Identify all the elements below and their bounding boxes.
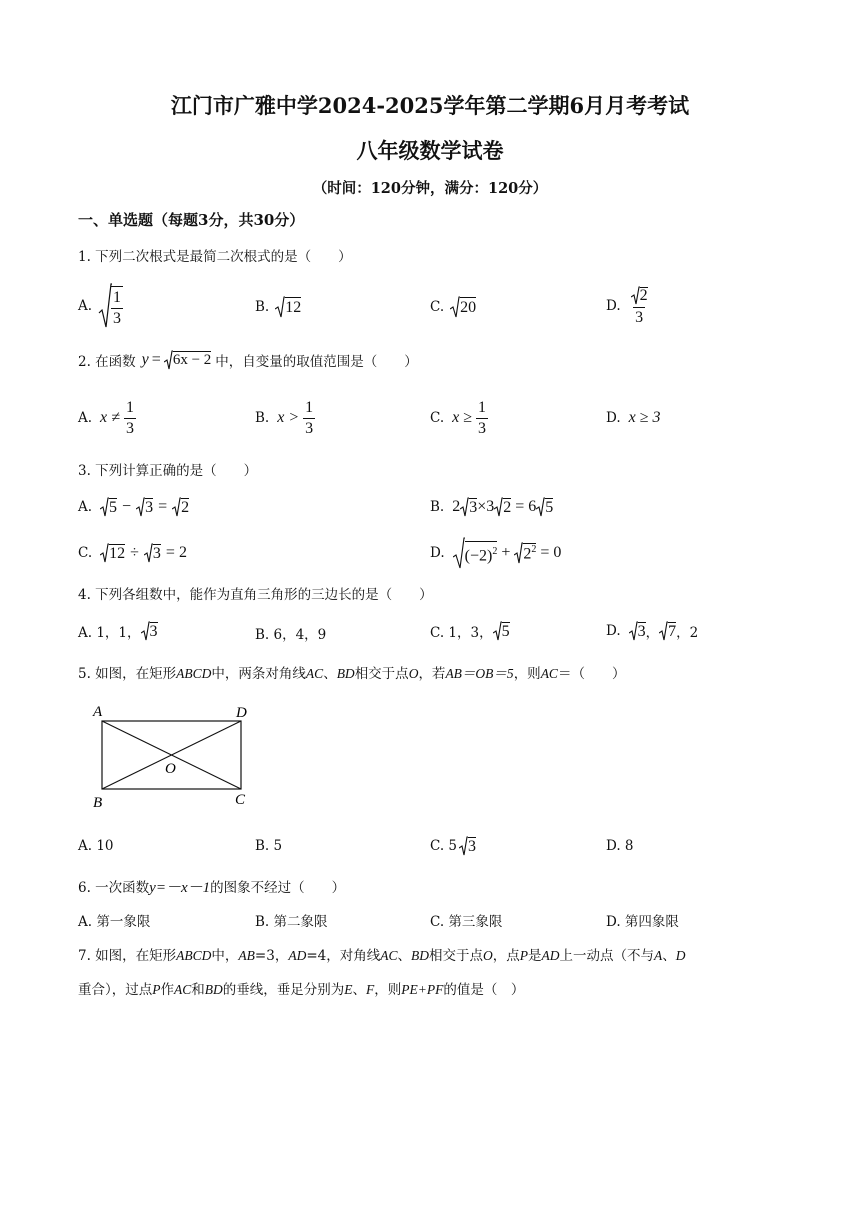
question-7-line-1 (78, 944, 686, 964)
fraction-numerator: 1 (478, 398, 487, 416)
function-expression: y=－x－1 (149, 880, 211, 896)
radical-sign-icon (514, 542, 523, 564)
option-label: A. (78, 499, 93, 515)
stem-text: ，点 (492, 948, 520, 964)
q6-option-b: B. 第二象限 (255, 914, 328, 930)
radical-sign-icon (141, 621, 150, 641)
q3-option-b (430, 497, 553, 517)
math-var: BD (204, 982, 223, 997)
radical-sign-icon (136, 497, 145, 517)
q1-option-c (430, 296, 476, 318)
inequality: x ≥ (452, 409, 473, 426)
q4-option-c (430, 621, 510, 641)
radical-sign-icon (450, 296, 460, 318)
operator: = 0 (540, 544, 562, 561)
radical-sign-icon (536, 497, 545, 517)
q5-option-c (430, 836, 476, 856)
fraction-denominator: 3 (635, 309, 644, 326)
radical-sign-icon (631, 286, 640, 305)
question-5-stem (78, 662, 625, 682)
option-label: C. (430, 299, 445, 315)
radicand: 5 (109, 498, 118, 516)
stem-text: 、 (662, 948, 676, 964)
math-var: P (152, 982, 161, 997)
radical-sign-icon (144, 543, 153, 563)
option-label: D. (430, 545, 445, 561)
radicand: 5 (545, 498, 554, 516)
function-variable: y (141, 351, 149, 368)
radical-sign-icon (629, 621, 638, 641)
q1-option-b (255, 296, 301, 318)
q2-option-b (255, 396, 315, 440)
radicand: 7 (668, 622, 677, 640)
fraction-denominator: 3 (113, 309, 122, 327)
stem-text: 5. 如图，在矩形 (78, 666, 177, 682)
radicand: 2 (181, 498, 190, 516)
question-7-line-2 (78, 978, 524, 998)
radicand (523, 543, 536, 563)
vertex-label-a: A (93, 704, 103, 720)
option-label: A. (78, 410, 93, 426)
option-tail: ，2 (676, 625, 699, 641)
stem-text: 、 (352, 982, 367, 998)
option-label: C. 1，3， (430, 625, 493, 641)
inequality: x ≠ (100, 409, 120, 426)
stem-text: 是 (528, 948, 542, 964)
math-var: BD (411, 948, 429, 963)
radical-sign-icon (100, 497, 109, 517)
radicand: 3 (637, 622, 646, 640)
radicand: 3 (145, 498, 154, 516)
option-label: D. (606, 623, 621, 639)
center-label-o: O (165, 761, 176, 777)
radical-sign-icon (98, 283, 112, 329)
section-heading: 一、单选题（每题3分，共30分） (78, 211, 305, 229)
option-label: C. (430, 410, 445, 426)
exponent: 2 (531, 543, 537, 555)
stem-text: 中，两条对角线 (211, 666, 306, 682)
stem-text: 相交于点 (429, 948, 483, 964)
radicand: 3 (469, 498, 478, 516)
stem-text: 中， (211, 948, 239, 964)
fraction-numerator: 1 (125, 398, 134, 416)
radicand: 12 (109, 544, 126, 562)
stem-text: ，则 (374, 982, 402, 998)
math-var: F (366, 982, 375, 997)
math-var: O (483, 948, 493, 963)
stem-text: =3， (254, 948, 289, 964)
math-var: AC (380, 948, 398, 963)
radical-sign-icon (275, 296, 285, 318)
option-label: A. 1，1， (78, 625, 141, 641)
radical-sign-icon (100, 543, 109, 563)
radical-sign-icon (460, 497, 469, 517)
q1-option-a (78, 282, 123, 330)
q5-option-d: D. 8 (606, 838, 634, 854)
radical-sign-icon (493, 621, 502, 641)
option-label: D. (606, 298, 621, 314)
math-var: AC (540, 666, 558, 681)
math-var: AC (305, 666, 324, 681)
q6-option-a: A. 第一象限 (78, 914, 151, 930)
radicand: 12 (285, 299, 302, 316)
exam-subtitle: 八年级数学试卷 (356, 138, 504, 163)
stem-text: 重合），过点 (78, 982, 153, 998)
radical-sign-icon (494, 497, 503, 517)
q6-option-c: C. 第三象限 (430, 914, 503, 930)
radicand: 3 (152, 544, 161, 562)
question-2-stem (78, 350, 418, 370)
fraction-denominator: 3 (478, 419, 487, 437)
exam-title: 江门市广雅中学2024-2025学年第二学期6月月考考试 (170, 93, 690, 118)
q4-option-b: B. 6，4，9 (255, 627, 327, 643)
option-label: C. 5 (430, 838, 458, 854)
operator: − (122, 498, 132, 515)
math-var: AC (174, 982, 192, 997)
stem-text: ，则 (513, 666, 541, 682)
q3-option-a (78, 497, 189, 517)
math-var: AD (541, 948, 560, 963)
math-var: E (344, 982, 353, 997)
option-label: B. (430, 499, 445, 515)
operator: = (158, 498, 168, 515)
coefficient: 2 (452, 498, 461, 515)
option-label: B. (255, 410, 270, 426)
math-var: ABCD (176, 666, 212, 681)
equals-sign: = (151, 351, 161, 368)
math-var: P (519, 948, 528, 963)
question-3-stem: 3. 下列计算正确的是（ ） (78, 463, 258, 479)
radicand (465, 541, 498, 565)
radical-sign-icon (453, 537, 465, 569)
question-6-stem (78, 876, 345, 897)
radicand: 5 (501, 622, 510, 640)
option-label: D. (606, 410, 621, 426)
fraction-numerator: 1 (305, 398, 314, 416)
math-var: PE+PF (401, 982, 444, 997)
operator: = 6 (515, 498, 537, 515)
radical-sign-icon (164, 350, 173, 370)
stem-text: 的垂线，垂足分别为 (222, 982, 345, 998)
stem-text: 上一动点（不与 (559, 948, 654, 964)
vertex-label-d: D (236, 705, 247, 721)
q3-option-d (430, 536, 561, 570)
stem-text: 和 (191, 982, 205, 998)
radicand: 2 (503, 498, 512, 516)
stem-text: 、 (397, 948, 411, 964)
stem-text: 2. 在函数 (78, 354, 136, 370)
exponent: 2 (492, 545, 498, 557)
stem-text: ，若 (418, 666, 446, 682)
option-label: B. (255, 299, 270, 315)
q2-option-d (606, 396, 661, 440)
option-label: C. (78, 545, 93, 561)
base: (−2) (464, 547, 493, 565)
operator: + (501, 544, 511, 561)
option-label: A. (78, 298, 93, 314)
q5-option-b: B. 5 (255, 838, 283, 854)
stem-text: 中，自变量的取值范围是（ ） (215, 354, 418, 370)
stem-text: 的值是（ ） (443, 982, 525, 998)
q2-option-c (430, 396, 488, 440)
stem-text: 、 (323, 666, 337, 682)
stem-text: 相交于点 (354, 666, 409, 682)
radicand: 20 (460, 299, 477, 316)
math-var: AB (238, 948, 255, 963)
q2-option-a (78, 396, 136, 440)
q5-option-a: A. 10 (78, 838, 114, 854)
fraction-denominator: 3 (125, 419, 134, 437)
math-var: D (675, 948, 686, 963)
separator: ， (645, 625, 660, 641)
stem-text: ＝（ ） (557, 666, 626, 682)
base: 2 (523, 545, 532, 563)
q1-option-d (606, 282, 650, 330)
stem-text: 作 (160, 982, 174, 998)
math-var: AB＝OB＝5 (445, 666, 514, 681)
q4-option-a (78, 621, 158, 641)
exam-meta: （时间：120分钟，满分：120分） (312, 180, 548, 197)
radicand: 3 (149, 622, 158, 640)
fraction-numerator: 1 (113, 288, 122, 306)
operator: = 2 (165, 544, 187, 561)
radical-sign-icon (172, 497, 181, 517)
stem-text: 6. 一次函数 (78, 880, 150, 896)
fraction-numerator: 2 (639, 287, 648, 304)
fraction-denominator: 3 (305, 419, 314, 437)
question-4-stem: 4. 下列各组数中，能作为直角三角形的三边长的是（ ） (78, 587, 433, 603)
math-var: A (654, 948, 663, 963)
radical-sign-icon (659, 621, 668, 641)
stem-text: 的图象不经过（ ） (210, 880, 346, 896)
vertex-label-b: B (93, 795, 103, 811)
radicand: 6x − 2 (172, 352, 212, 368)
math-var: BD (336, 666, 355, 681)
math-var: ABCD (176, 948, 212, 963)
radicand: 3 (468, 837, 477, 855)
q4-option-d (606, 621, 698, 641)
rectangle-diagram (88, 700, 263, 815)
stem-text: =4，对角线 (306, 948, 381, 964)
radical-sign-icon (459, 836, 468, 856)
operator: ×3 (477, 498, 495, 515)
inequality: x > (277, 409, 300, 426)
stem-text: 7. 如图，在矩形 (78, 948, 177, 964)
inequality: x ≥ 3 (628, 409, 661, 426)
math-var: AD (288, 948, 307, 963)
operator: ÷ (130, 544, 139, 561)
q3-option-c (78, 543, 187, 563)
math-var: O (408, 666, 419, 681)
question-1-stem: 1. 下列二次根式是最简二次根式的是（ ） (78, 249, 352, 265)
q6-option-d: D. 第四象限 (606, 914, 679, 930)
vertex-label-c: C (235, 792, 246, 808)
